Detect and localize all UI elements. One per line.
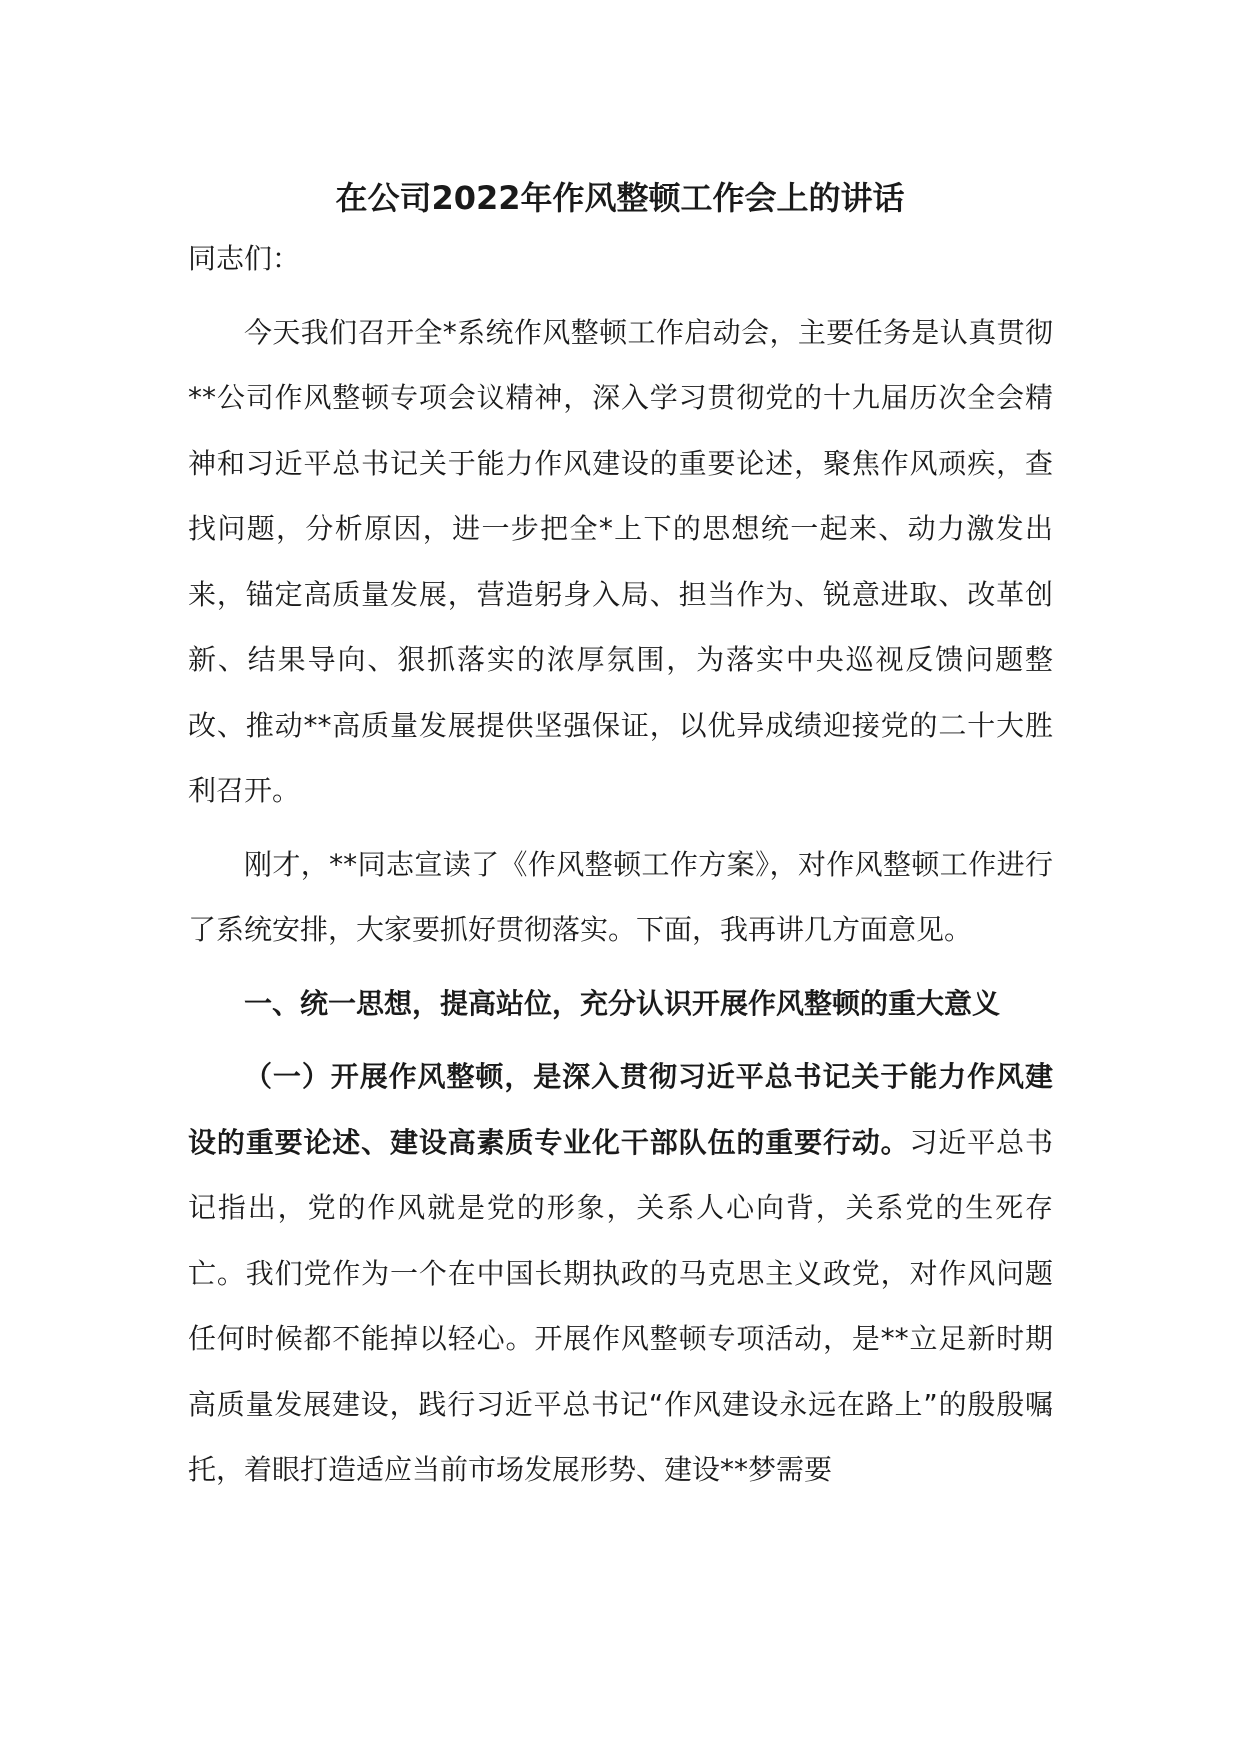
paragraph-opening: 今天我们召开全*系统作风整顿工作启动会，主要任务是认真贯彻**公司作风整顿专项会议精神，深入学习贯彻党的十九届历次全会精神和习近平总书记关于能力作风建设的重要论述，聚焦作风顽疾，查找问题，分析原因，进一步把全*上下的思想统一起来、动力激发出来，锚定高质量发展，营造躬身入局、担当作为、锐意进取、改革创新、结果导向、狠抓落实的浓厚氛围，为落实中央巡视反馈问题整改、推动**高质量发展提供坚强保证，以优异成绩迎接党的二十大胜利召开。 bbox=[188, 315, 1053, 807]
paragraph-subsection-1 bbox=[188, 1044, 1053, 1503]
document-body bbox=[188, 226, 1053, 1511]
subsection-lead: （一）开展作风整顿，是深入贯彻习近平总书记关于能力作风建设的重要论述、建设高素质专业化干部队伍的重要行动。 bbox=[188, 1060, 1053, 1159]
salutation: 同志们： bbox=[188, 242, 301, 275]
subsection-text: 习近平总书记指出，党的作风就是党的形象，关系人心向背，关系党的生死存亡。我们党作为一个在中国长期执政的马克思主义政党，对作风问题任何时候都不能掉以轻心。开展作风整顿专项活动，是**立足新时期高质量发展建设，践行习近平总书记“作风建设永远在路上”的殷殷嘱托，着眼打造适应当前市场发展形势、建设**梦需要 bbox=[188, 1125, 1053, 1486]
document-title: 在公司2022年作风整顿工作会上的讲话 bbox=[335, 179, 905, 217]
section-heading-1: 一、统一思想，提高站位，充分认识开展作风整顿的重大意义 bbox=[244, 986, 1001, 1020]
paragraph-arrangement: 刚才，**同志宣读了《作风整顿工作方案》，对作风整顿工作进行了系统安排，大家要抓好贯彻落实。下面，我再讲几方面意见。 bbox=[188, 847, 1053, 946]
